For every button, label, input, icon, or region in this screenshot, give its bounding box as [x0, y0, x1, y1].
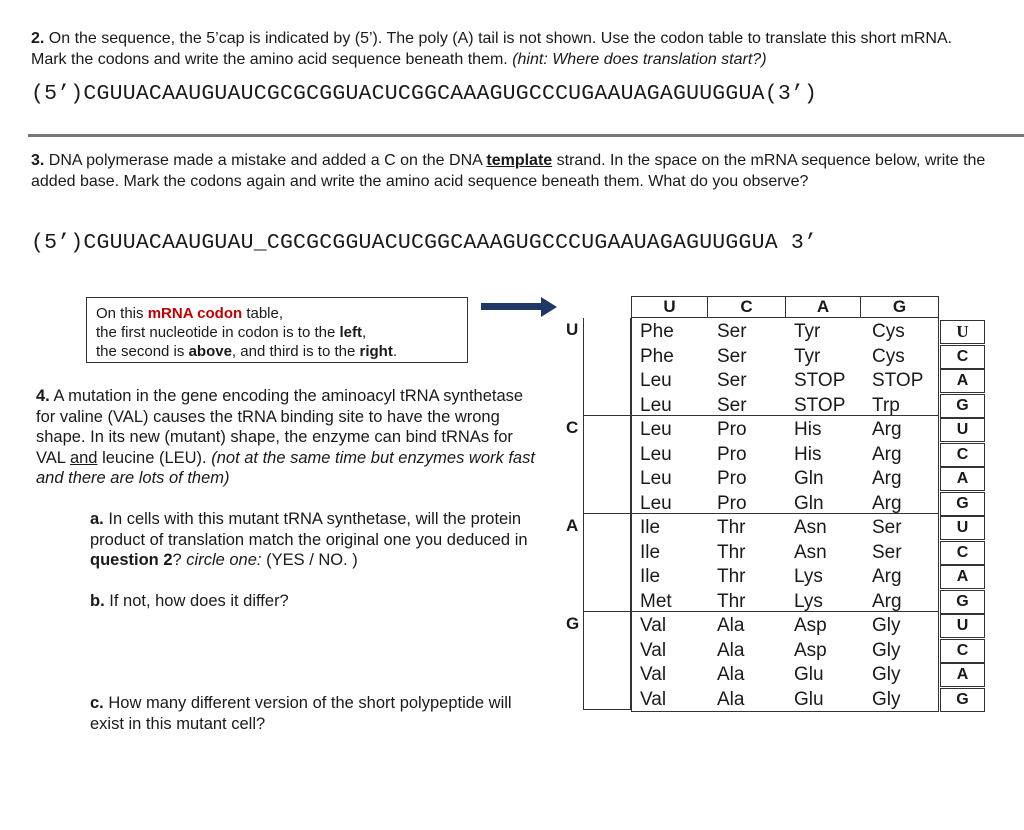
- amino-acid-cell: Leu: [640, 395, 672, 416]
- amino-acid-cell: Ser: [872, 542, 902, 563]
- codon-table-hint-box: [86, 297, 468, 363]
- hint-line-2: the first nucleotide in codon is to the left,: [96, 324, 367, 341]
- amino-acid-cell: Gln: [794, 468, 824, 489]
- arrow-right-icon: [481, 303, 543, 310]
- question-4c: c. How many different version of the short polypeptide will exist in this mutant cell?: [90, 694, 512, 733]
- amino-acid-cell: Cys: [872, 321, 905, 342]
- amino-acid-cell: Arg: [872, 591, 902, 612]
- amino-acid-cell: Ile: [640, 566, 661, 587]
- amino-acid-cell: His: [794, 419, 822, 440]
- amino-acid-cell: Val: [640, 664, 667, 685]
- question-3-text-after: strand. In the space on the mRNA sequence below, write the added base. Mark the codons again and write the amino acid sequence beneath them. What do you observe?: [31, 152, 986, 190]
- first-base-C: C: [583, 416, 631, 514]
- amino-acid-cell: Leu: [640, 419, 672, 440]
- section-divider: [28, 134, 1024, 137]
- first-base-U: U: [583, 318, 631, 416]
- amino-acid-cell: Arg: [872, 493, 902, 514]
- amino-acid-cell: Arg: [872, 444, 902, 465]
- amino-acid-cell: Trp: [872, 395, 900, 416]
- template-word: template: [486, 152, 553, 169]
- third-base-label: C: [940, 639, 985, 663]
- amino-acid-cell: Thr: [717, 591, 746, 612]
- third-base-label: A: [940, 663, 985, 687]
- amino-acid-cell: Pro: [717, 444, 747, 465]
- amino-acid-cell: STOP: [794, 395, 846, 416]
- amino-acid-cell: Phe: [640, 346, 674, 367]
- amino-acid-cell: Leu: [640, 370, 672, 391]
- amino-acid-cell: Ser: [717, 395, 747, 416]
- amino-acid-cell: Leu: [640, 444, 672, 465]
- amino-acid-cell: Ile: [640, 542, 661, 563]
- amino-acid-cell: Arg: [872, 468, 902, 489]
- amino-acid-cell: Asp: [794, 615, 827, 636]
- amino-acid-cell: Leu: [640, 493, 672, 514]
- question-4-note: (not at the same time but enzymes work fast and there are lots of them): [36, 448, 535, 487]
- first-base-G: G: [583, 612, 631, 710]
- third-base-label: A: [940, 565, 985, 589]
- question-4a: a. In cells with this mutant tRNA synthetase, will the protein product of translation match the original one you deduced in question 2? circle one: (YES / NO. ): [90, 510, 528, 569]
- third-base-label: G: [940, 590, 985, 614]
- amino-acid-cell: Arg: [872, 566, 902, 587]
- amino-acid-cell: Val: [640, 640, 667, 661]
- question-2-hint: (hint: Where does translation start?): [512, 51, 767, 68]
- amino-acid-cell: Gly: [872, 615, 901, 636]
- amino-acid-cell: Gln: [794, 493, 824, 514]
- amino-acid-cell: STOP: [872, 370, 924, 391]
- first-base-A: A: [583, 514, 631, 612]
- amino-acid-cell: Ala: [717, 689, 745, 710]
- question-2-text: On the sequence, the 5’cap is indicated by (5’). The poly (A) tail is not shown. Use the codon table to translate this short mRNA. Mark the codons and write the amino acid sequence beneath them.: [31, 30, 953, 68]
- third-base-label: C: [940, 443, 985, 467]
- amino-acid-cell: Met: [640, 591, 672, 612]
- amino-acid-cell: Cys: [872, 346, 905, 367]
- amino-acid-cell: Val: [640, 615, 667, 636]
- amino-acid-cell: Gly: [872, 689, 901, 710]
- third-base-label: U: [940, 516, 985, 540]
- amino-acid-cell: Lys: [794, 566, 823, 587]
- amino-acid-cell: Ala: [717, 640, 745, 661]
- third-base-label: C: [940, 541, 985, 565]
- third-base-label: C: [940, 345, 985, 369]
- amino-acid-cell: Leu: [640, 468, 672, 489]
- amino-acid-cell: Ser: [717, 370, 747, 391]
- amino-acid-cell: Ser: [717, 321, 747, 342]
- second-base-header-C: C: [708, 296, 786, 318]
- amino-acid-cell: Thr: [717, 542, 746, 563]
- second-base-header-A: A: [786, 296, 861, 318]
- third-base-label: A: [940, 467, 985, 491]
- hint-line-1: On this mRNA codon table,: [96, 305, 284, 322]
- amino-acid-cell: Pro: [717, 468, 747, 489]
- amino-acid-cell: Gly: [872, 664, 901, 685]
- question-3-number: 3.: [31, 152, 45, 169]
- amino-acid-cell: Ala: [717, 664, 745, 685]
- amino-acid-cell: Ser: [717, 346, 747, 367]
- second-base-header-U: U: [631, 296, 708, 318]
- third-base-label: A: [940, 369, 985, 393]
- yes-no-choices[interactable]: (YES / NO. ): [266, 551, 358, 569]
- mrna-sequence-original: (5’)CGUUACAAUGUAUCGCGCGGUACUCGGCAAAGUGCCCUGAAUAGAGUUGGUA(3’): [31, 82, 818, 106]
- third-base-label: U: [940, 320, 985, 344]
- amino-acid-cell: Pro: [717, 493, 747, 514]
- question-4-number: 4.: [36, 387, 50, 405]
- amino-acid-cell: Asp: [794, 640, 827, 661]
- amino-acid-cell: Asn: [794, 517, 827, 538]
- question-3: [31, 150, 991, 192]
- amino-acid-cell: Phe: [640, 321, 674, 342]
- mrna-sequence-mutated: (5’)CGUUACAAUGUAU_CGCGCGGUACUCGGCAAAGUGCCCUGAAUAGAGUUGGUA 3’: [31, 231, 818, 255]
- amino-acid-cell: STOP: [794, 370, 846, 391]
- hint-line-3: the second is above, and third is to the right.: [96, 343, 397, 360]
- second-base-header-G: G: [861, 296, 939, 318]
- third-base-label: U: [940, 614, 985, 638]
- third-base-label: G: [940, 492, 985, 516]
- question-2: [31, 28, 991, 70]
- amino-acid-cell: Gly: [872, 640, 901, 661]
- amino-acid-cell: Asn: [794, 542, 827, 563]
- amino-acid-cell: Tyr: [794, 346, 821, 367]
- question-4b: b. If not, how does it differ?: [90, 592, 289, 610]
- amino-acid-cell: Glu: [794, 689, 824, 710]
- amino-acid-cell: Thr: [717, 517, 746, 538]
- amino-acid-cell: Pro: [717, 419, 747, 440]
- amino-acid-cell: Tyr: [794, 321, 821, 342]
- and-word: and: [69, 448, 98, 467]
- amino-acid-cell: Ser: [872, 517, 902, 538]
- third-base-label: G: [940, 688, 985, 712]
- third-base-label: G: [940, 394, 985, 418]
- amino-acid-cell: Arg: [872, 419, 902, 440]
- amino-acid-cell: Ala: [717, 615, 745, 636]
- amino-acid-cell: Glu: [794, 664, 824, 685]
- arrow-head-icon: [541, 297, 557, 317]
- question-4: 4. A mutation in the gene encoding the aminoacyl tRNA synthetase for valine (VAL) causes the tRNA binding site to have the wrong shape. In its new (mutant) shape, the enzyme can bind tRNAs for VAL and leucine (LEU). (not at the same time but enzymes work fast and there are lots of them): [36, 387, 535, 487]
- amino-acid-cell: His: [794, 444, 822, 465]
- third-base-label: U: [940, 418, 985, 442]
- amino-acid-cell: Val: [640, 689, 667, 710]
- amino-acid-cell: Thr: [717, 566, 746, 587]
- amino-acid-cell: Ile: [640, 517, 661, 538]
- amino-acid-cell: Lys: [794, 591, 823, 612]
- question-3-text-before: DNA polymerase made a mistake and added a C on the DNA: [48, 152, 482, 169]
- question-2-number: 2.: [31, 30, 45, 47]
